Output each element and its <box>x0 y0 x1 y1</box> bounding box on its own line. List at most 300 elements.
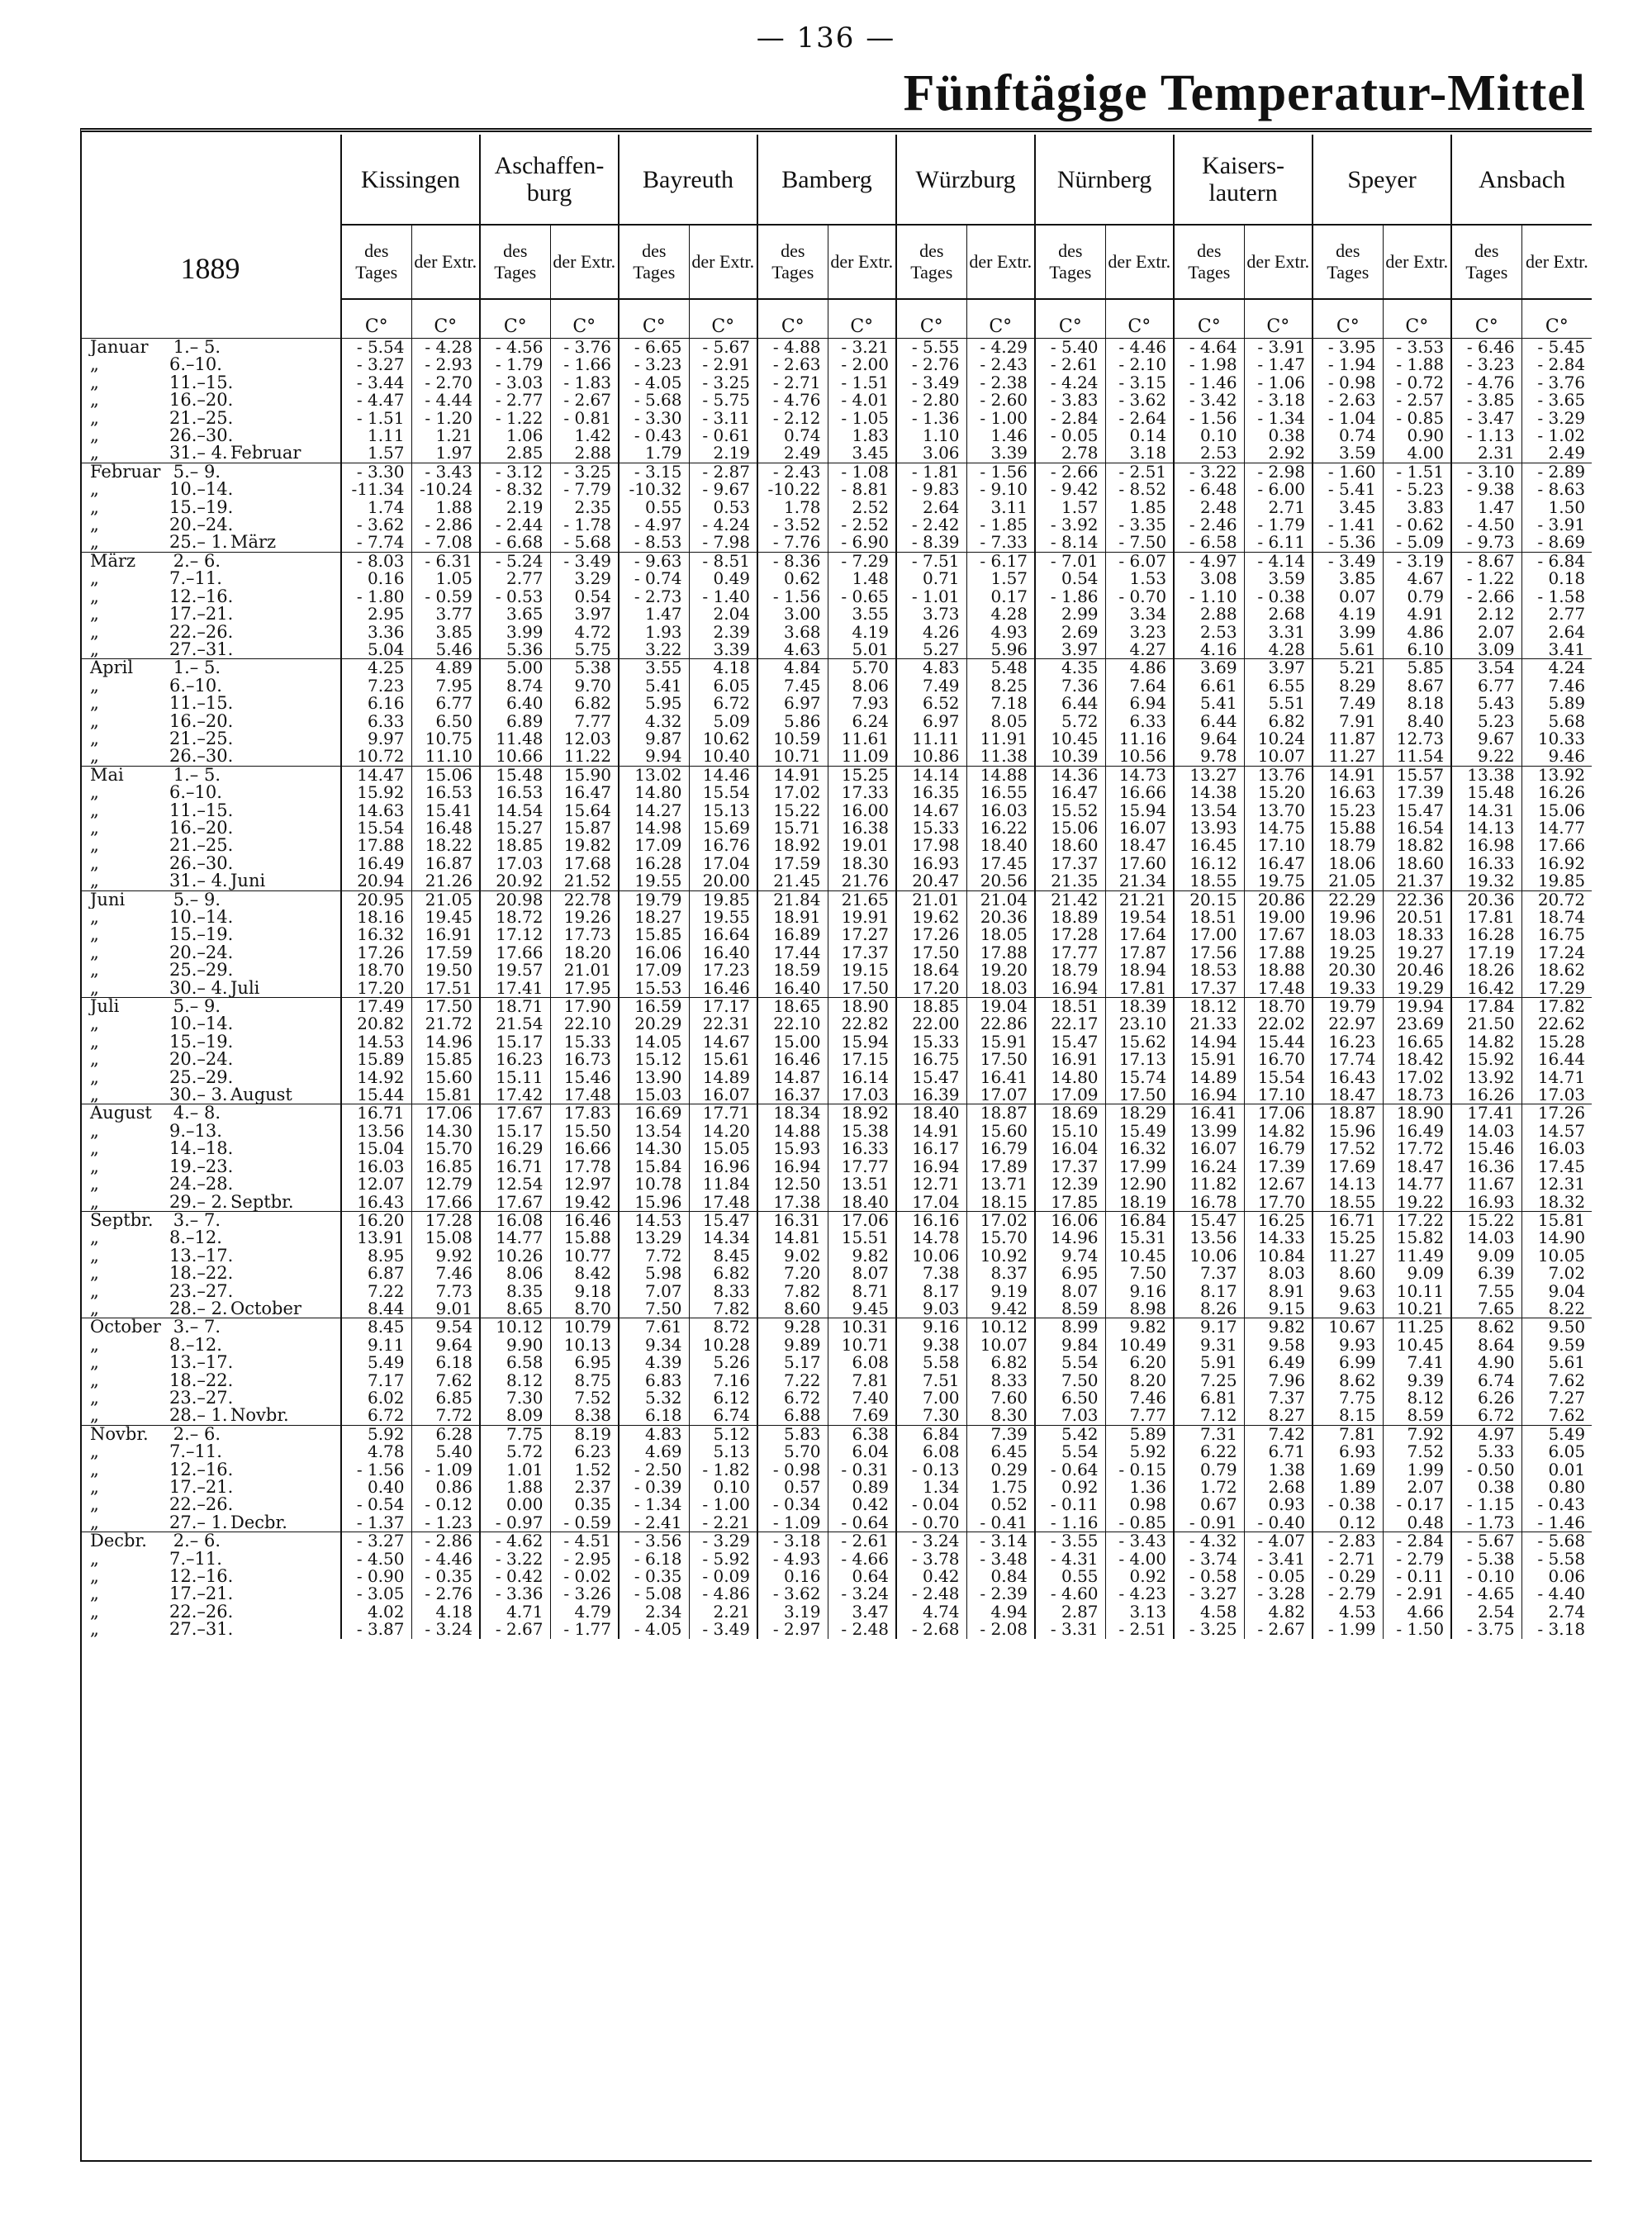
value-extr: 15.81 <box>1521 1211 1592 1229</box>
value-tages: 20.82 <box>341 1015 411 1033</box>
value-tages: - 1.41 <box>1313 516 1383 534</box>
value-tages: 15.52 <box>1035 802 1105 819</box>
value-tages: 4.58 <box>1174 1603 1244 1621</box>
period-label <box>80 1585 341 1603</box>
value-extr: 8.71 <box>828 1283 896 1300</box>
unit-label: C° <box>896 315 966 339</box>
value-extr: 4.18 <box>689 659 757 677</box>
value-extr: 4.19 <box>828 624 896 641</box>
value-extr: - 1.77 <box>550 1621 619 1638</box>
month-name: „ <box>90 587 99 606</box>
value-tages: 8.74 <box>480 677 550 695</box>
value-tages: - 9.42 <box>1035 481 1105 498</box>
month-name: „ <box>90 677 99 696</box>
value-tages: 3.97 <box>1035 641 1105 659</box>
value-tages: 14.38 <box>1174 784 1244 801</box>
period-label <box>80 1318 341 1337</box>
value-tages: 18.91 <box>757 909 828 926</box>
value-extr: 9.15 <box>1244 1300 1313 1318</box>
day-range: 27.–31. <box>169 1621 234 1639</box>
value-tages: 16.23 <box>1313 1033 1383 1051</box>
day-range: 28.– 1. <box>169 1407 228 1426</box>
value-extr: 17.70 <box>1244 1194 1313 1212</box>
value-tages: - 3.56 <box>619 1532 689 1551</box>
value-extr: - 3.29 <box>689 1532 757 1551</box>
value-tages: 22.10 <box>757 1015 828 1033</box>
value-tages: - 0.64 <box>1035 1461 1105 1479</box>
value-tages: 13.54 <box>1174 802 1244 819</box>
value-tages: 1.78 <box>757 499 828 516</box>
value-tages: 3.22 <box>619 641 689 659</box>
value-tages: 8.29 <box>1313 677 1383 695</box>
value-tages: -11.34 <box>341 481 411 498</box>
value-tages: - 2.77 <box>480 392 550 409</box>
table-row <box>80 356 1592 373</box>
value-tages: - 6.48 <box>1174 481 1244 498</box>
unit-label: C° <box>619 315 689 339</box>
value-tages: 5.91 <box>1174 1354 1244 1371</box>
value-extr: 19.85 <box>1521 872 1592 890</box>
day-range: 7.–11. <box>169 570 222 588</box>
value-extr: 8.45 <box>689 1247 757 1265</box>
value-extr: 8.37 <box>966 1265 1035 1282</box>
value-extr: - 0.38 <box>1244 588 1313 605</box>
period-label <box>80 1532 341 1551</box>
value-extr: - 1.05 <box>828 410 896 427</box>
value-extr: - 2.57 <box>1383 392 1451 409</box>
value-tages: 7.82 <box>757 1283 828 1300</box>
value-tages: 3.36 <box>341 624 411 641</box>
table-row <box>80 444 1592 463</box>
value-tages: 16.94 <box>1035 980 1105 998</box>
value-extr: 15.70 <box>966 1229 1035 1247</box>
day-range: 25.–29. <box>169 962 234 980</box>
value-tages: 14.53 <box>341 1033 411 1051</box>
value-extr: 18.39 <box>1105 998 1174 1016</box>
value-tages: - 4.24 <box>1035 374 1105 392</box>
value-tages: 16.89 <box>757 926 828 943</box>
value-tages: 7.75 <box>480 1425 550 1443</box>
value-tages: - 0.54 <box>341 1496 411 1513</box>
value-extr: 17.73 <box>550 926 619 943</box>
table-row <box>80 410 1592 427</box>
value-extr: - 0.43 <box>1521 1496 1592 1513</box>
value-extr: - 0.72 <box>1383 374 1451 392</box>
month-name: „ <box>90 872 99 891</box>
value-extr: 8.19 <box>550 1425 619 1443</box>
value-extr: 6.28 <box>411 1425 480 1443</box>
value-extr: 20.00 <box>689 872 757 890</box>
period-label <box>80 499 341 516</box>
value-tages: 3.65 <box>480 605 550 623</box>
value-tages: 16.29 <box>480 1140 550 1157</box>
month-name: Januar <box>90 338 149 357</box>
value-tages: 15.53 <box>619 980 689 998</box>
value-tages: 6.52 <box>896 695 966 712</box>
value-extr: 18.32 <box>1521 1194 1592 1212</box>
value-extr: 3.11 <box>966 499 1035 516</box>
value-tages: 20.98 <box>480 890 550 909</box>
month-name: „ <box>90 534 99 553</box>
value-tages: 17.42 <box>480 1086 550 1104</box>
table-row <box>80 1354 1592 1371</box>
value-extr: - 2.87 <box>689 463 757 481</box>
day-range: 1.– 5. <box>173 338 221 357</box>
value-extr: 18.74 <box>1521 909 1592 926</box>
value-tages: - 6.46 <box>1451 339 1521 357</box>
value-extr: 2.68 <box>1244 605 1313 623</box>
value-tages: 9.03 <box>896 1300 966 1318</box>
value-extr: 17.13 <box>1105 1051 1174 1068</box>
value-tages: 17.26 <box>341 944 411 962</box>
value-tages: 6.16 <box>341 695 411 712</box>
value-tages: - 3.31 <box>1035 1621 1105 1638</box>
unit-label: C° <box>1105 315 1174 339</box>
value-tages: 4.78 <box>341 1443 411 1460</box>
value-extr: 1.05 <box>411 570 480 587</box>
value-extr: - 3.35 <box>1105 516 1174 534</box>
value-tages: 15.48 <box>1451 784 1521 801</box>
day-range: 12.–16. <box>169 1460 234 1479</box>
value-tages: 17.19 <box>1451 944 1521 962</box>
value-extr: - 0.65 <box>828 588 896 605</box>
value-extr: 14.77 <box>1521 819 1592 837</box>
value-tages: 18.70 <box>341 962 411 979</box>
value-extr: 15.82 <box>1383 1229 1451 1247</box>
value-tages: 13.90 <box>619 1069 689 1086</box>
value-extr: - 3.41 <box>1244 1551 1313 1568</box>
value-tages: 6.84 <box>896 1425 966 1443</box>
value-extr: 19.00 <box>1244 909 1313 926</box>
value-extr: 10.92 <box>966 1247 1035 1265</box>
value-extr: 0.92 <box>1105 1568 1174 1585</box>
month-name: „ <box>90 819 99 838</box>
station-header: Kaisers-lautern <box>1174 135 1313 225</box>
value-tages: 2.31 <box>1451 444 1521 463</box>
value-tages: - 3.95 <box>1313 339 1383 357</box>
value-tages: - 2.42 <box>896 516 966 534</box>
value-tages: 16.35 <box>896 784 966 801</box>
value-tages: 16.69 <box>619 1104 689 1123</box>
value-extr: 15.08 <box>411 1229 480 1247</box>
table-row <box>80 641 1592 659</box>
month-name: „ <box>90 1585 99 1603</box>
value-extr: 13.70 <box>1244 802 1313 819</box>
value-tages: 7.61 <box>619 1318 689 1337</box>
month-name: März <box>90 552 136 571</box>
value-tages: - 4.76 <box>757 392 828 409</box>
value-extr: 8.06 <box>828 677 896 695</box>
value-extr: 17.66 <box>411 1194 480 1212</box>
value-tages: 5.17 <box>757 1354 828 1371</box>
value-tages: - 5.36 <box>1313 534 1383 552</box>
value-extr: 10.62 <box>689 730 757 748</box>
day-range: 2.– 6. <box>173 1532 221 1551</box>
station-header: Speyer <box>1313 135 1451 225</box>
value-extr: 17.29 <box>1521 980 1592 998</box>
value-extr: 20.51 <box>1383 909 1451 926</box>
value-extr: 5.96 <box>966 641 1035 659</box>
value-extr: 19.91 <box>828 909 896 926</box>
value-tages: 15.17 <box>480 1033 550 1051</box>
value-extr: - 3.15 <box>1105 374 1174 392</box>
value-extr: 2.74 <box>1521 1603 1592 1621</box>
value-tages: - 3.27 <box>341 1532 411 1551</box>
spacer-cell <box>1174 299 1244 315</box>
value-extr: 3.55 <box>828 605 896 623</box>
value-tages: 16.94 <box>757 1158 828 1175</box>
value-tages: - 3.49 <box>896 374 966 392</box>
value-extr: - 1.47 <box>1244 356 1313 373</box>
value-tages: 18.26 <box>1451 962 1521 979</box>
day-range: 13.–17. <box>169 1247 234 1266</box>
value-tages: 18.85 <box>480 837 550 854</box>
value-tages: 5.70 <box>757 1443 828 1460</box>
value-extr: 15.60 <box>411 1069 480 1086</box>
value-extr: 17.66 <box>1521 837 1592 854</box>
value-tages: - 2.80 <box>896 392 966 409</box>
value-tages: - 1.10 <box>1174 588 1244 605</box>
month-continuation: Juli <box>230 979 260 998</box>
value-extr: 19.42 <box>550 1194 619 1212</box>
value-tages: 17.74 <box>1313 1051 1383 1068</box>
value-extr: 18.40 <box>828 1194 896 1212</box>
value-extr: 10.24 <box>1244 730 1313 748</box>
value-extr: 9.82 <box>1105 1318 1174 1337</box>
value-tages: 9.31 <box>1174 1337 1244 1354</box>
value-extr: 14.20 <box>689 1123 757 1140</box>
value-tages: 13.38 <box>1451 766 1521 784</box>
value-tages: 7.55 <box>1451 1283 1521 1300</box>
value-tages: - 3.75 <box>1451 1621 1521 1638</box>
day-range: 4.– 8. <box>173 1104 221 1123</box>
value-extr: - 5.68 <box>1521 1532 1592 1551</box>
value-extr: 18.47 <box>1105 837 1174 854</box>
value-extr: - 2.60 <box>966 392 1035 409</box>
value-extr: - 0.11 <box>1383 1568 1451 1585</box>
value-extr: 2.71 <box>1244 499 1313 516</box>
month-name: „ <box>90 1371 99 1389</box>
value-tages: 16.17 <box>896 1140 966 1157</box>
value-extr: - 8.52 <box>1105 481 1174 498</box>
value-extr: 19.29 <box>1383 980 1451 998</box>
value-tages: - 9.73 <box>1451 534 1521 552</box>
value-tages: 5.21 <box>1313 659 1383 677</box>
value-tages: - 0.43 <box>619 427 689 444</box>
col-des-tages: des Tages <box>341 225 411 299</box>
period-label <box>80 695 341 712</box>
month-name: „ <box>90 1229 99 1247</box>
value-extr: 18.15 <box>966 1194 1035 1212</box>
month-name: „ <box>90 854 99 873</box>
value-extr: 11.84 <box>689 1175 757 1193</box>
value-tages: - 4.50 <box>1451 516 1521 534</box>
value-extr: - 3.76 <box>1521 374 1592 392</box>
month-name: „ <box>90 1354 99 1372</box>
month-name: „ <box>90 748 99 767</box>
value-extr: 8.25 <box>966 677 1035 695</box>
value-tages: 9.34 <box>619 1337 689 1354</box>
value-extr: 0.29 <box>966 1461 1035 1479</box>
value-extr: 1.48 <box>828 570 896 587</box>
value-tages: 16.33 <box>1451 855 1521 872</box>
value-extr: 9.19 <box>966 1283 1035 1300</box>
value-extr: 4.72 <box>550 624 619 641</box>
month-name: „ <box>90 1336 99 1355</box>
value-extr: 22.02 <box>1244 1015 1313 1033</box>
value-extr: 3.77 <box>411 605 480 623</box>
value-extr: 6.55 <box>1244 677 1313 695</box>
value-tages: 4.83 <box>896 659 966 677</box>
value-extr: 5.51 <box>1244 695 1313 712</box>
col-des-tages: des Tages <box>1451 225 1521 299</box>
value-extr: - 1.66 <box>550 356 619 373</box>
value-tages: 14.96 <box>1035 1229 1105 1247</box>
value-extr: 9.18 <box>550 1283 619 1300</box>
value-tages: - 2.61 <box>1035 356 1105 373</box>
value-extr: 19.26 <box>550 909 619 926</box>
month-name: „ <box>90 1282 99 1300</box>
value-extr: 20.86 <box>1244 890 1313 909</box>
value-extr: 17.89 <box>966 1158 1035 1175</box>
value-extr: 15.49 <box>1105 1123 1174 1140</box>
value-extr: - 4.29 <box>966 339 1035 357</box>
value-extr: 7.42 <box>1244 1425 1313 1443</box>
value-extr: 2.64 <box>1521 624 1592 641</box>
value-extr: 11.61 <box>828 730 896 748</box>
value-tages: 13.56 <box>1174 1229 1244 1247</box>
value-tages: 21.05 <box>1313 872 1383 890</box>
value-extr: - 1.09 <box>411 1461 480 1479</box>
value-extr: - 6.84 <box>1521 552 1592 570</box>
value-tages: - 1.99 <box>1313 1621 1383 1638</box>
value-tages: 18.27 <box>619 909 689 926</box>
value-tages: 15.22 <box>757 802 828 819</box>
value-extr: - 5.75 <box>689 392 757 409</box>
value-tages: 6.33 <box>341 713 411 730</box>
value-tages: 16.71 <box>480 1158 550 1175</box>
month-continuation: August <box>230 1086 292 1104</box>
day-range: 6.–10. <box>169 784 222 802</box>
value-tages: - 3.03 <box>480 374 550 392</box>
value-tages: 15.11 <box>480 1069 550 1086</box>
value-tages: 11.48 <box>480 730 550 748</box>
col-der-extr: der Extr. <box>1383 225 1451 299</box>
value-extr: 8.70 <box>550 1300 619 1318</box>
value-tages: 17.81 <box>1451 909 1521 926</box>
value-extr: - 3.49 <box>550 552 619 570</box>
value-extr: 5.40 <box>411 1443 480 1460</box>
value-extr: 23.10 <box>1105 1015 1174 1033</box>
value-extr: 16.07 <box>689 1086 757 1104</box>
value-tages: - 3.92 <box>1035 516 1105 534</box>
value-extr: 12.31 <box>1521 1175 1592 1193</box>
period-label <box>80 1372 341 1389</box>
value-extr: 21.05 <box>411 890 480 909</box>
value-extr: 7.18 <box>966 695 1035 712</box>
value-tages: - 1.60 <box>1313 463 1383 481</box>
value-extr: 18.33 <box>1383 926 1451 943</box>
month-name: „ <box>90 498 99 517</box>
value-tages: - 3.83 <box>1035 392 1105 409</box>
value-tages: - 0.38 <box>1313 1496 1383 1513</box>
value-tages: -10.32 <box>619 481 689 498</box>
value-tages: 16.98 <box>1451 837 1521 854</box>
temperature-table <box>80 135 1592 1639</box>
value-extr: 9.92 <box>411 1247 480 1265</box>
value-extr: 15.31 <box>1105 1229 1174 1247</box>
value-tages: - 3.15 <box>619 463 689 481</box>
day-range: 27.– 1. <box>169 1513 228 1532</box>
value-extr: 14.82 <box>1244 1123 1313 1140</box>
value-extr: - 0.05 <box>1244 1568 1313 1585</box>
period-label <box>80 1265 341 1282</box>
value-extr: 5.01 <box>828 641 896 659</box>
table-row <box>80 1194 1592 1212</box>
value-extr: 22.78 <box>550 890 619 909</box>
table-row <box>80 1337 1592 1354</box>
value-tages: 18.40 <box>896 1104 966 1123</box>
value-tages: 10.45 <box>1035 730 1105 748</box>
value-extr: 6.71 <box>1244 1443 1313 1460</box>
value-extr: - 3.91 <box>1521 516 1592 534</box>
value-extr: - 5.09 <box>1383 534 1451 552</box>
value-extr: 17.33 <box>828 784 896 801</box>
value-extr: - 4.44 <box>411 392 480 409</box>
value-tages: 12.50 <box>757 1175 828 1193</box>
value-tages: 6.61 <box>1174 677 1244 695</box>
value-tages: 10.12 <box>480 1318 550 1337</box>
value-extr: 10.33 <box>1521 730 1592 748</box>
value-extr: 16.00 <box>828 802 896 819</box>
value-tages: - 1.56 <box>757 588 828 605</box>
value-extr: 15.94 <box>1105 802 1174 819</box>
value-tages: 0.55 <box>1035 1568 1105 1585</box>
day-range: 15.–19. <box>169 926 234 944</box>
value-tages: 11.67 <box>1451 1175 1521 1193</box>
period-label <box>80 588 341 605</box>
value-tages: 17.03 <box>480 855 550 872</box>
value-extr: 18.87 <box>966 1104 1035 1123</box>
value-tages: - 3.18 <box>757 1532 828 1551</box>
value-tages: - 3.12 <box>480 463 550 481</box>
value-tages: 17.09 <box>619 962 689 979</box>
value-tages: 0.16 <box>341 570 411 587</box>
value-tages: 3.54 <box>1451 659 1521 677</box>
value-extr: - 0.81 <box>550 410 619 427</box>
value-tages: 17.67 <box>480 1104 550 1123</box>
value-extr: 15.54 <box>1244 1069 1313 1086</box>
value-tages: 7.31 <box>1174 1425 1244 1443</box>
day-range: 24.–28. <box>169 1175 234 1194</box>
value-extr: 14.30 <box>411 1123 480 1140</box>
value-extr: - 1.83 <box>550 374 619 392</box>
table-row <box>80 1603 1592 1621</box>
value-extr: 8.03 <box>1244 1265 1313 1282</box>
value-extr: 5.26 <box>689 1354 757 1371</box>
value-extr: 8.22 <box>1521 1300 1592 1318</box>
value-tages: 0.62 <box>757 570 828 587</box>
col-der-extr: der Extr. <box>966 225 1035 299</box>
month-name: „ <box>90 909 99 927</box>
value-extr: 4.28 <box>966 605 1035 623</box>
value-extr: 11.91 <box>966 730 1035 748</box>
spacer-cell <box>757 299 828 315</box>
value-tages: 16.23 <box>480 1051 550 1068</box>
value-extr: 11.10 <box>411 748 480 766</box>
value-tages: - 1.51 <box>341 410 411 427</box>
value-tages: 21.33 <box>1174 1015 1244 1033</box>
